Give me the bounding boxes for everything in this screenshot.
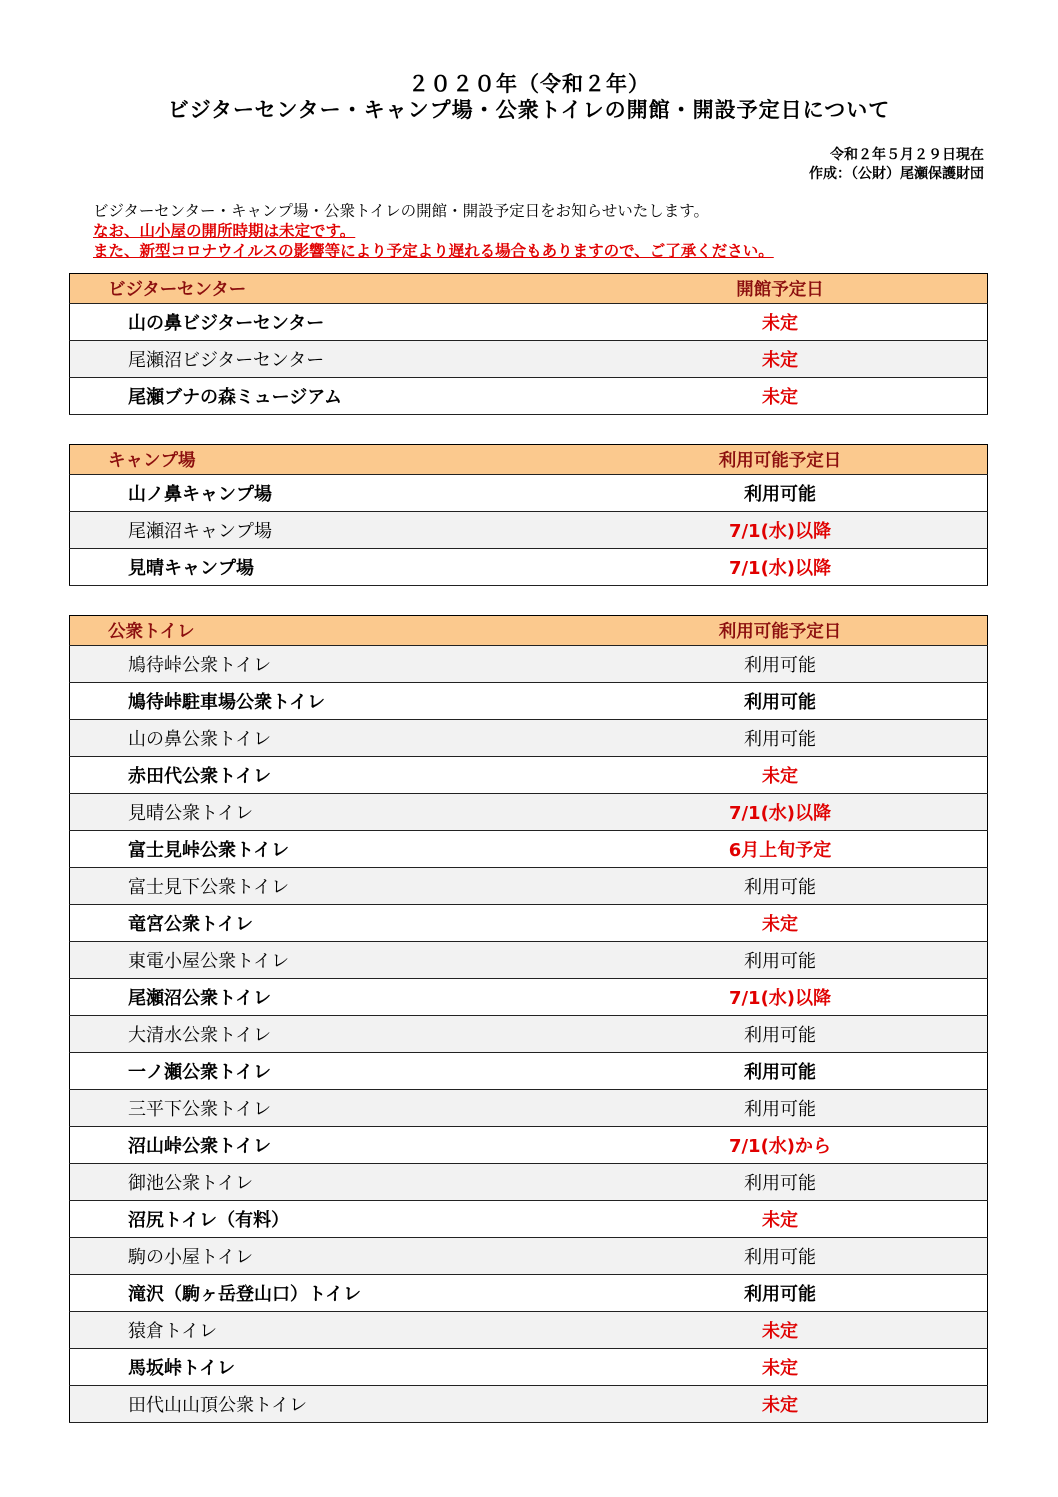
notice-huts: なお、山小屋の開所時期は未定です。 bbox=[93, 222, 356, 240]
facility-name: 一ノ瀬公衆トイレ bbox=[70, 1053, 649, 1090]
facility-name: 三平下公衆トイレ bbox=[70, 1090, 649, 1127]
facility-name: 山ノ鼻キャンプ場 bbox=[70, 475, 649, 512]
status-value: 利用可能 bbox=[648, 942, 988, 979]
facility-name: 見晴公衆トイレ bbox=[70, 794, 649, 831]
facility-name: 馬坂峠トイレ bbox=[70, 1349, 649, 1386]
table-row bbox=[70, 1127, 988, 1164]
status-value: 利用可能 bbox=[648, 475, 988, 512]
table-row bbox=[70, 1349, 988, 1386]
header-facility: ビジターセンター bbox=[70, 274, 649, 304]
status-value: 未定 bbox=[648, 1349, 988, 1386]
facility-name: 猿倉トイレ bbox=[70, 1312, 649, 1349]
header-date: 利用可能予定日 bbox=[648, 445, 988, 475]
status-value: 利用可能 bbox=[648, 683, 988, 720]
facility-name: 鳩待峠駐車場公衆トイレ bbox=[70, 683, 649, 720]
author-text: 作成：（公財）尾瀬保護財団 bbox=[809, 166, 984, 182]
table-header bbox=[70, 274, 988, 304]
facility-name: 見晴キャンプ場 bbox=[70, 549, 649, 586]
table-row bbox=[70, 1090, 988, 1127]
facility-name: 富士見峠公衆トイレ bbox=[70, 831, 649, 868]
table-row bbox=[70, 512, 988, 549]
title-year: ２０２０年（令和２年） bbox=[408, 72, 650, 96]
status-value: 7/1(水)以降 bbox=[648, 512, 988, 549]
status-value: 未定 bbox=[648, 905, 988, 942]
header-facility: 公衆トイレ bbox=[70, 616, 649, 646]
facility-name: 尾瀬沼公衆トイレ bbox=[70, 979, 649, 1016]
status-value: 未定 bbox=[648, 378, 988, 415]
table-row bbox=[70, 1238, 988, 1275]
status-value: 未定 bbox=[648, 757, 988, 794]
table-row bbox=[70, 1201, 988, 1238]
table-row bbox=[70, 1312, 988, 1349]
facility-name: 尾瀬沼ビジターセンター bbox=[70, 341, 649, 378]
table-row bbox=[70, 1053, 988, 1090]
status-value: 未定 bbox=[648, 341, 988, 378]
status-value: 未定 bbox=[648, 304, 988, 341]
campground-table bbox=[69, 444, 988, 586]
facility-name: 駒の小屋トイレ bbox=[70, 1238, 649, 1275]
table-header bbox=[70, 616, 988, 646]
facility-name: 竜宮公衆トイレ bbox=[70, 905, 649, 942]
notice-covid: また、新型コロナウイルスの影響等により予定より遅れる場合もありますので、ご了承ください。 bbox=[93, 242, 774, 260]
table-row bbox=[70, 720, 988, 757]
table-row bbox=[70, 341, 988, 378]
status-value: 未定 bbox=[648, 1386, 988, 1423]
table-row bbox=[70, 304, 988, 341]
header-date: 開館予定日 bbox=[648, 274, 988, 304]
table-row bbox=[70, 1386, 988, 1423]
status-value: 7/1(水)以降 bbox=[648, 549, 988, 586]
table-row bbox=[70, 1275, 988, 1312]
status-value: 利用可能 bbox=[648, 868, 988, 905]
facility-name: 御池公衆トイレ bbox=[70, 1164, 649, 1201]
status-value: 7/1(水)以降 bbox=[648, 979, 988, 1016]
intro-text: ビジターセンター・キャンプ場・公衆トイレの開館・開設予定日をお知らせいたします。 bbox=[93, 202, 709, 220]
status-value: 利用可能 bbox=[648, 646, 988, 683]
table-row bbox=[70, 757, 988, 794]
table-row bbox=[70, 475, 988, 512]
status-value: 未定 bbox=[648, 1201, 988, 1238]
table-row bbox=[70, 905, 988, 942]
header-date: 利用可能予定日 bbox=[648, 616, 988, 646]
table-row bbox=[70, 1016, 988, 1053]
table-row bbox=[70, 979, 988, 1016]
facility-name: 沼尻トイレ（有料） bbox=[70, 1201, 649, 1238]
facility-name: 尾瀬ブナの森ミュージアム bbox=[70, 378, 649, 415]
status-value: 6月上旬予定 bbox=[648, 831, 988, 868]
facility-name: 山の鼻公衆トイレ bbox=[70, 720, 649, 757]
table-header bbox=[70, 445, 988, 475]
facility-name: 東電小屋公衆トイレ bbox=[70, 942, 649, 979]
facility-name: 滝沢（駒ヶ岳登山口）トイレ bbox=[70, 1275, 649, 1312]
table-row bbox=[70, 646, 988, 683]
status-value: 利用可能 bbox=[648, 1164, 988, 1201]
public-toilet-table bbox=[69, 615, 988, 1423]
table-row bbox=[70, 1164, 988, 1201]
status-value: 利用可能 bbox=[648, 1016, 988, 1053]
header-facility: キャンプ場 bbox=[70, 445, 649, 475]
facility-name: 大清水公衆トイレ bbox=[70, 1016, 649, 1053]
visitor-center-table bbox=[69, 273, 988, 415]
status-value: 利用可能 bbox=[648, 1090, 988, 1127]
status-value: 利用可能 bbox=[648, 1053, 988, 1090]
table-row bbox=[70, 378, 988, 415]
status-value: 利用可能 bbox=[648, 720, 988, 757]
facility-name: 赤田代公衆トイレ bbox=[70, 757, 649, 794]
table-row bbox=[70, 683, 988, 720]
facility-name: 山の鼻ビジターセンター bbox=[70, 304, 649, 341]
facility-name: 尾瀬沼キャンプ場 bbox=[70, 512, 649, 549]
table-row bbox=[70, 942, 988, 979]
table-row bbox=[70, 831, 988, 868]
status-value: 未定 bbox=[648, 1312, 988, 1349]
status-value: 利用可能 bbox=[648, 1275, 988, 1312]
facility-name: 田代山山頂公衆トイレ bbox=[70, 1386, 649, 1423]
table-row bbox=[70, 549, 988, 586]
status-value: 利用可能 bbox=[648, 1238, 988, 1275]
facility-name: 富士見下公衆トイレ bbox=[70, 868, 649, 905]
table-row bbox=[70, 794, 988, 831]
table-row bbox=[70, 868, 988, 905]
page-title: ビジターセンター・キャンプ場・公衆トイレの開館・開設予定日について bbox=[167, 98, 891, 122]
facility-name: 鳩待峠公衆トイレ bbox=[70, 646, 649, 683]
status-value: 7/1(水)から bbox=[648, 1127, 988, 1164]
facility-name: 沼山峠公衆トイレ bbox=[70, 1127, 649, 1164]
date-text: 令和２年５月２９日現在 bbox=[830, 147, 984, 163]
status-value: 7/1(水)以降 bbox=[648, 794, 988, 831]
